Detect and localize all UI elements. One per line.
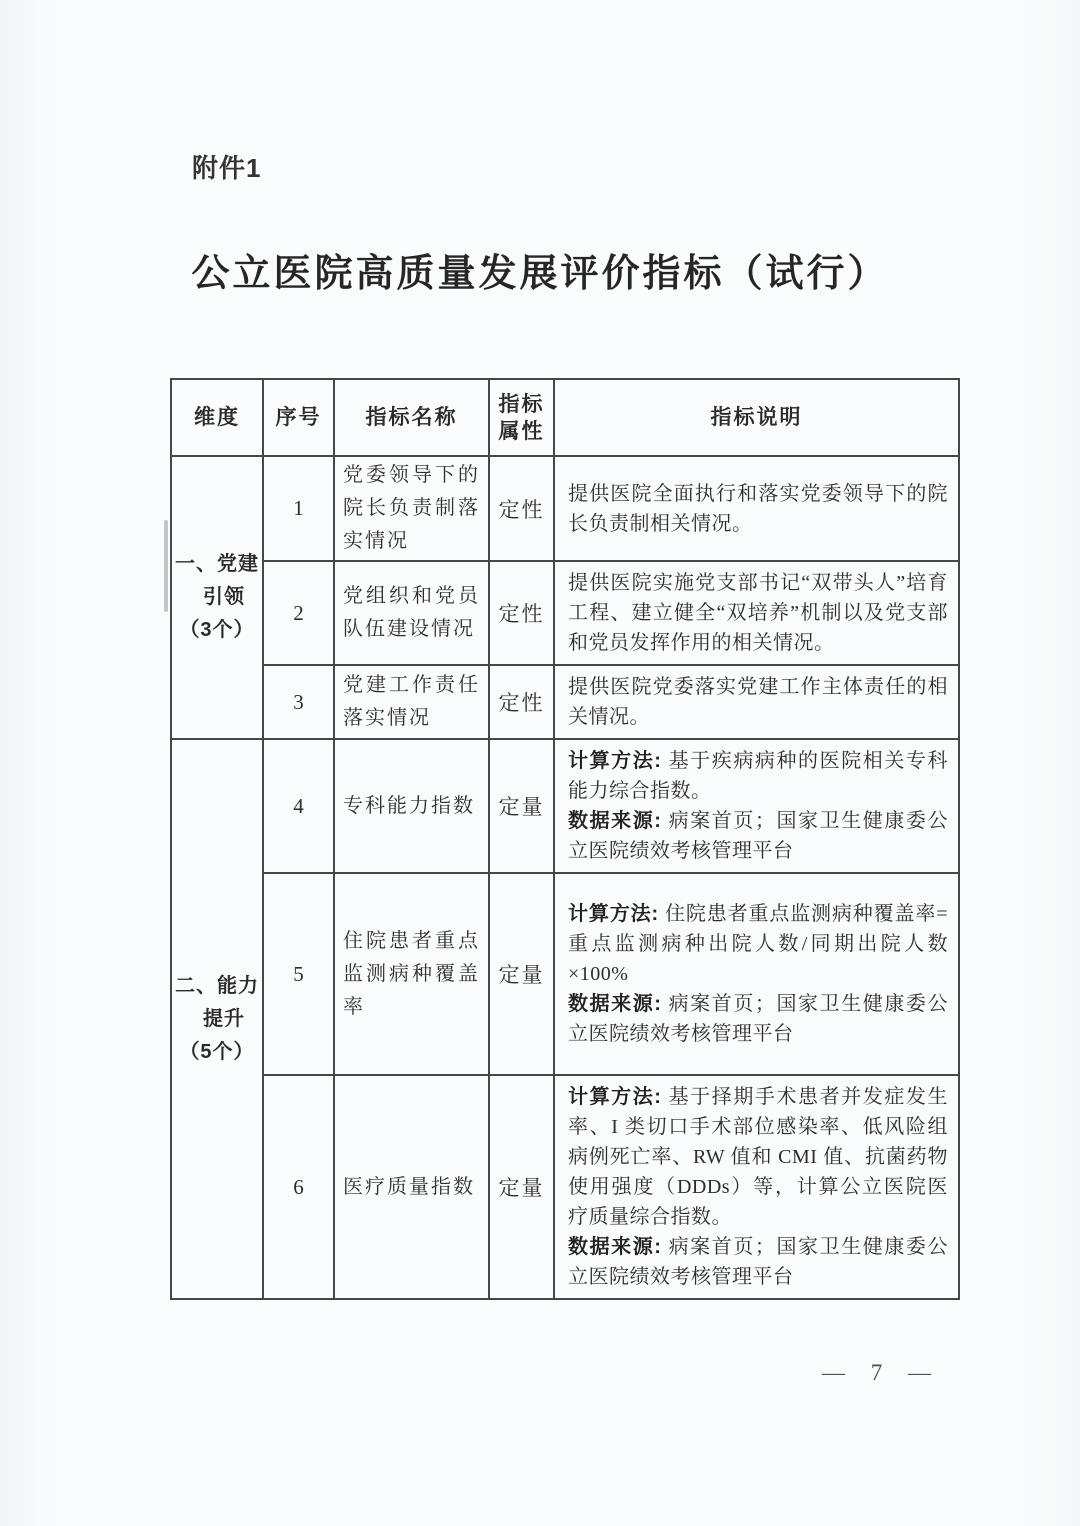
indicator-attribute-cell: 定量 [489,1075,554,1299]
description-bold-label: 计算方法: [568,1086,669,1108]
table-row [171,561,959,665]
indicator-description-cell: 提供医院实施党支部书记“双带头人”培育工程、建立健全“双培养”机制以及党支部和党员发挥作用的相关情况。 [554,561,959,665]
header-dimension: 维度 [171,379,263,456]
row-number-cell: 5 [263,873,334,1075]
row-number-cell: 1 [263,456,334,561]
indicator-description-cell: 计算方法: 住院患者重点监测病种覆盖率=重点监测病种出院人数/同期出院人数×100% 数据来源: 病案首页；国家卫生健康委公立医院绩效考核管理平台 [554,873,959,1075]
page-title: 公立医院高质量发展评价指标（试行） [191,253,889,295]
scan-artifact [164,520,168,612]
indicator-description-cell: 计算方法: 基于择期手术患者并发症发生率、I 类切口手术部位感染率、低风险组病例死亡率、RW 值和 CMI 值、抗菌药物使用强度（DDDs）等，计算公立医院医疗质量综合指数。 数据来源: 病案首页；国家卫生健康委公立医院绩效考核管理平台 [554,1075,959,1299]
indicator-name-cell: 党建工作责任落实情况 [334,665,489,739]
row-number-cell: 6 [263,1075,334,1299]
table-row [171,739,959,873]
table-row [171,873,959,1075]
indicator-attribute-cell: 定性 [489,456,554,561]
table-header [171,379,959,456]
attachment-label: 附件1 [192,153,262,183]
indicator-name-cell: 党组织和党员队伍建设情况 [334,561,489,665]
indicator-name-cell: 医疗质量指数 [334,1075,489,1299]
indicator-description-cell: 提供医院全面执行和落实党委领导下的院长负责制相关情况。 [554,456,959,561]
description-bold-label: 数据来源: [568,1236,669,1258]
indicator-table [170,378,960,1300]
description-bold-label: 计算方法: [568,750,669,772]
indicator-attribute-cell: 定性 [489,665,554,739]
description-bold-label: 计算方法: [568,903,666,925]
row-number-cell: 3 [263,665,334,739]
table-header-row [171,379,959,456]
indicator-description-cell: 提供医院党委落实党建工作主体责任的相关情况。 [554,665,959,739]
table-row [171,1075,959,1299]
header-name: 指标名称 [334,379,489,456]
indicator-attribute-cell: 定量 [489,739,554,873]
table-row [171,665,959,739]
header-description: 指标说明 [554,379,959,456]
header-attribute: 指标属性 [489,379,554,456]
row-number-cell: 2 [263,561,334,665]
dimension-line: 一、党建 [175,553,259,575]
dimension-line: 提升 [203,1007,245,1030]
dimension-line: 引领 [203,586,245,608]
row-number-cell: 4 [263,739,334,873]
dimension-line: （3个） [179,619,255,641]
dimension-cell [171,739,263,1299]
table-body [171,456,959,1299]
indicator-name-cell: 专科能力指数 [334,739,489,873]
indicator-attribute-cell: 定性 [489,561,554,665]
indicator-name-cell: 住院患者重点监测病种覆盖率 [334,873,489,1075]
indicator-description-cell: 计算方法: 基于疾病病种的医院相关专科能力综合指数。 数据来源: 病案首页；国家卫生健康委公立医院绩效考核管理平台 [554,739,959,873]
dimension-line: 二、能力 [175,974,259,997]
indicator-attribute-cell: 定量 [489,873,554,1075]
description-bold-label: 数据来源: [568,810,669,832]
table-row [171,456,959,561]
dimension-cell [171,456,263,739]
page-number: — 7 — [822,1360,941,1385]
dimension-line: （5个） [179,1040,255,1063]
description-bold-label: 数据来源: [568,993,669,1015]
indicator-name-cell: 党委领导下的院长负责制落实情况 [334,456,489,561]
header-number: 序号 [263,379,334,456]
